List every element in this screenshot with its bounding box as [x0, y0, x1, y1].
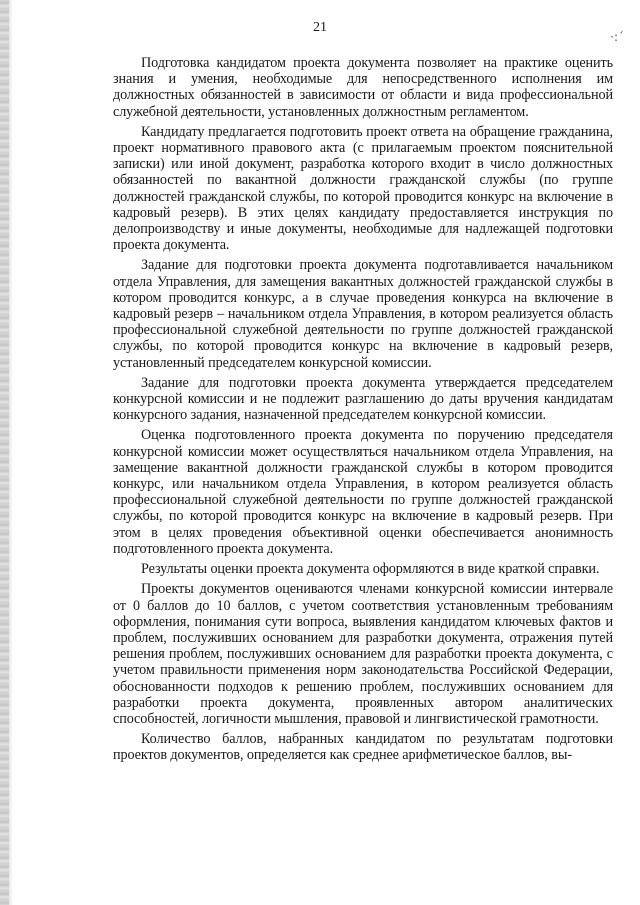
document-body — [113, 55, 613, 768]
scan-edge-shadow — [9, 0, 13, 905]
paragraph-3: Задание для подготовки проекта документа подготавливается начальником отдела Управления, для замещения вакантных должностей гражданской службы в котором проводится конкурс, а в случае проведения конкурса на включение в кадровый резерв – начальником отдела Управления, в котором реализуется область профессиональной служебной деятельности по группе должностей гражданской службы, по которой проводится конкурс на включение в кадровый резерв, установленный председателем конкурсной комиссии. — [113, 257, 613, 371]
paragraph-5: Оценка подготовленного проекта документа по поручению председателя конкурсной комиссии может осуществляться начальником отдела Управления, на замещение вакантной должности гражданской службы в котором проводится конкурс, или начальником отдела Управления, в котором реализуется область профессиональной служебной деятельности по группе должностей гражданской службы, по которой проводится конкурс на включение в кадровый резерв. При этом в целях проведения объективной оценки обеспечивается анонимность подготовленного проекта документа. — [113, 427, 613, 557]
scan-edge — [0, 0, 9, 905]
paragraph-4: Задание для подготовки проекта документа утверждается председателем конкурсной комиссии и не подлежит разглашению до даты вручения кандидатам конкурсного задания, назначенной председателем конкурсной комиссии. — [113, 374, 613, 424]
paragraph-6: Результаты оценки проекта документа оформляются в виде краткой справки. — [141, 561, 600, 578]
paragraph-2: Кандидату предлагается подготовить проект ответа на обращение гражданина, проект нормативного правового акта (с прилагаемым проектом пояснительной записки) или иной документ, разработка которого входит в число должностных обязанностей по вакантной должности гражданской службы (по группе должностей гражданской службы, по которой проводится конкурс на включение в кадровый резерв). В этих целях кандидату предоставляется инструкция по делопроизводству и иные документы, необходимые для надлежащей подготовки проекта документа. — [113, 123, 613, 254]
page-number: 21 — [313, 20, 327, 35]
paragraph-7: Проекты документов оцениваются членами конкурсной комиссии интервале от 0 баллов до 10 баллов, с учетом соответствия установленным требованиям оформления, понимания сути вопроса, выявления кандидатом ключевых фактов и проблем, послуживших основанием для разработки документа, отражения путей решения проблем, послуживших основанием для разработки проекта документа, с учетом правильности применения норм законодательства Российской Федерации, обоснованности подходов к решению проблем, послуживших основанием для разработки проекта документа, проявленных автором аналитических способностей, логичности мышления, правовой и лингвистической грамотности. — [113, 581, 613, 727]
paragraph-8: Количество баллов, набранных кандидатом по результатам подготовки проектов документов, определяется как среднее арифметическое баллов, вы- — [113, 731, 613, 764]
paragraph-1: Подготовка кандидатом проекта документа позволяет на практике оценить знания и умения, необходимые для непосредственного исполнения им должностных обязанностей в зависимости от области и вида профессиональной служебной деятельности, установленных должностным регламентом. — [113, 55, 613, 120]
corner-mark: ·:´ — [610, 30, 624, 44]
